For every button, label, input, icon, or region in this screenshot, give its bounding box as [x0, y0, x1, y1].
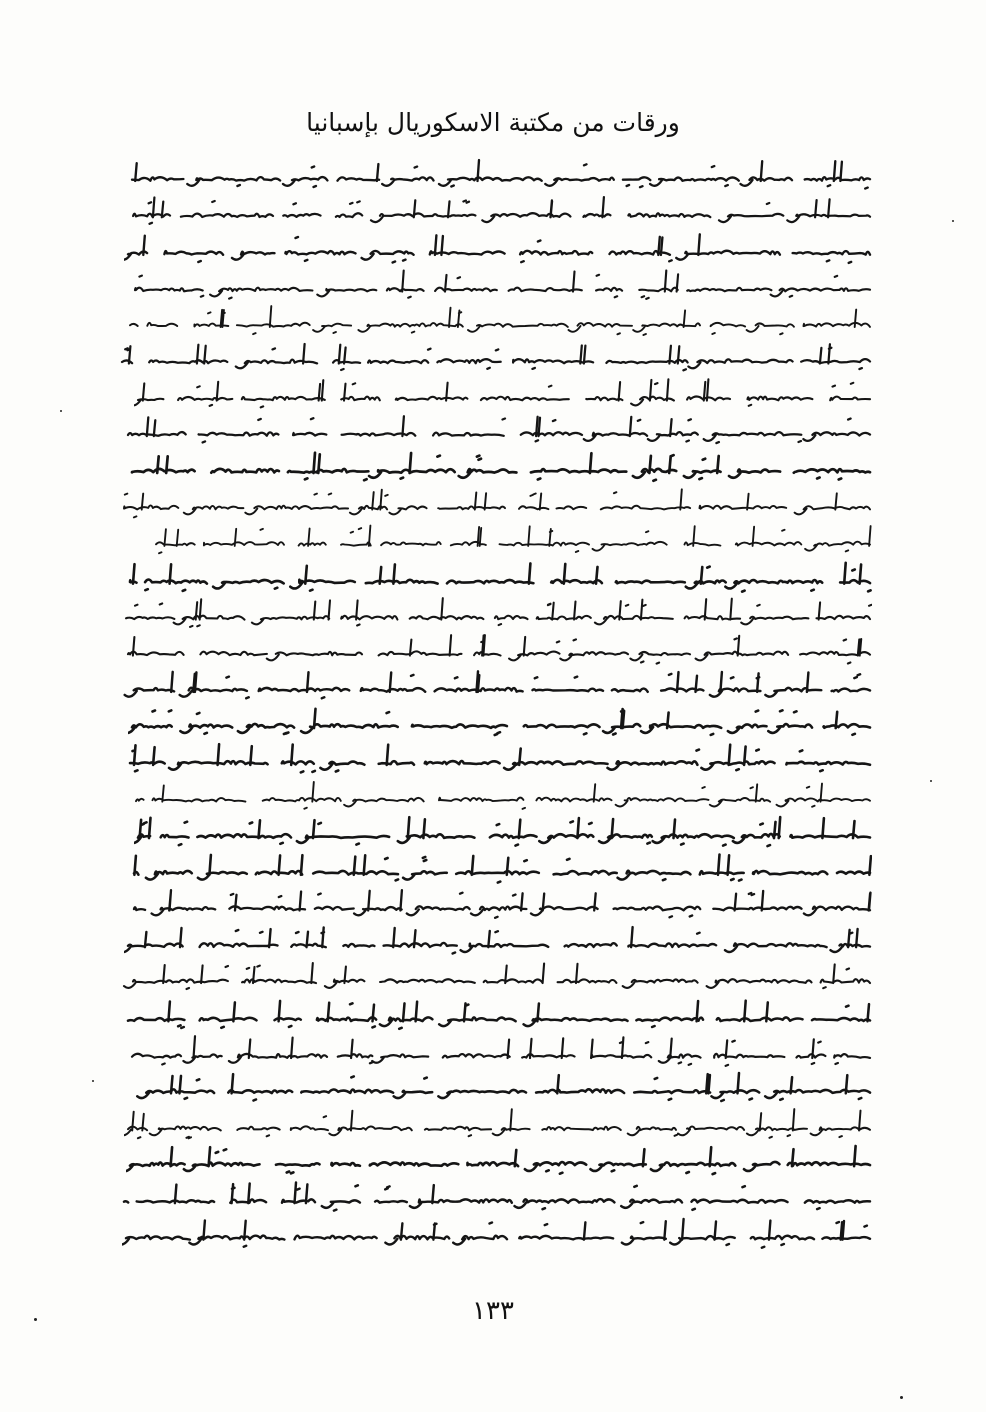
manuscript-line [130, 850, 872, 886]
ink-stroke [130, 562, 871, 591]
ink-stroke [128, 1000, 870, 1028]
manuscript-line [128, 448, 872, 484]
handwriting-strokes [126, 302, 872, 338]
ink-stroke [136, 782, 870, 809]
handwriting-strokes [120, 485, 872, 521]
handwriting-strokes [130, 850, 872, 886]
handwriting-strokes [126, 558, 872, 594]
handwriting-strokes [128, 704, 872, 740]
manuscript-line [128, 704, 872, 740]
scan-speck [92, 1080, 94, 1082]
ink-stroke [124, 1183, 870, 1211]
ink-stroke [124, 963, 870, 989]
ink-stroke [126, 1146, 870, 1174]
handwriting-strokes [134, 375, 872, 411]
ink-stroke [124, 234, 870, 263]
ink-stroke [134, 817, 870, 846]
ink-stroke [124, 927, 870, 953]
manuscript-line [120, 1178, 872, 1214]
manuscript-line [126, 1142, 872, 1178]
ink-stroke [125, 671, 870, 698]
handwriting-strokes [122, 1215, 872, 1251]
handwriting-strokes [132, 1069, 872, 1105]
scan-speck [900, 1396, 903, 1399]
manuscript-line [124, 1105, 872, 1141]
ink-stroke [122, 1219, 870, 1248]
ink-stroke [124, 489, 870, 517]
handwriting-strokes [120, 667, 872, 703]
scan-speck [952, 220, 954, 222]
scan-speck [60, 410, 62, 412]
manuscript-line [134, 813, 872, 849]
manuscript-line [130, 886, 872, 922]
manuscript-line [128, 156, 872, 192]
manuscript-line [124, 996, 872, 1032]
handwriting-strokes [118, 339, 872, 375]
handwriting-strokes [122, 594, 872, 630]
manuscript-line [124, 923, 872, 959]
running-title: ورقات من مكتبة الاسكوريال بإسبانيا [306, 108, 680, 137]
manuscript-line [132, 1069, 872, 1105]
scan-speck [930, 780, 932, 782]
handwriting-strokes [124, 412, 872, 448]
ink-stroke [135, 270, 870, 298]
handwriting-strokes [126, 1142, 872, 1178]
handwriting-strokes [124, 229, 872, 265]
page-number: ١٣٣ [472, 1296, 514, 1326]
ink-stroke [132, 1036, 870, 1066]
manuscript-line [120, 485, 872, 521]
ink-stroke [134, 854, 871, 882]
handwriting-strokes [128, 156, 872, 192]
ink-stroke [134, 379, 870, 407]
handwriting-strokes [122, 266, 872, 302]
ink-stroke [124, 1109, 870, 1138]
ink-stroke [134, 890, 871, 918]
manuscript-line [126, 740, 872, 776]
ink-stroke [128, 416, 870, 443]
handwriting-strokes [120, 1178, 872, 1214]
handwriting-strokes [124, 923, 872, 959]
manuscript-line [118, 339, 872, 375]
manuscript-text-block [118, 156, 872, 1252]
manuscript-line [122, 266, 872, 302]
manuscript-line [124, 412, 872, 448]
ink-stroke [130, 306, 870, 335]
manuscript-line [120, 959, 872, 995]
manuscript-line [128, 1032, 872, 1068]
manuscript-line [124, 631, 872, 667]
ink-stroke [132, 160, 870, 189]
manuscript-line [122, 1215, 872, 1251]
handwriting-strokes [126, 740, 872, 776]
handwriting-strokes [130, 886, 872, 922]
ink-stroke [128, 708, 870, 734]
ink-stroke [122, 344, 870, 370]
handwriting-strokes [128, 448, 872, 484]
ink-stroke [132, 453, 870, 481]
ink-stroke [126, 598, 872, 627]
ink-stroke [133, 197, 870, 224]
handwriting-strokes [142, 521, 872, 557]
handwriting-strokes [132, 777, 872, 813]
manuscript-line [120, 667, 872, 703]
ink-stroke [137, 1073, 870, 1101]
manuscript-line [120, 193, 872, 229]
manuscript-line [126, 302, 872, 338]
handwriting-strokes [124, 996, 872, 1032]
ink-stroke [156, 526, 871, 554]
handwriting-strokes [134, 813, 872, 849]
ink-stroke [128, 635, 870, 664]
ink-stroke [130, 744, 870, 772]
manuscript-line [122, 594, 872, 630]
manuscript-line [134, 375, 872, 411]
handwriting-strokes [120, 193, 872, 229]
handwriting-strokes [124, 631, 872, 667]
manuscript-line [142, 521, 872, 557]
handwriting-strokes [124, 1105, 872, 1141]
manuscript-line [126, 558, 872, 594]
manuscript-line [124, 229, 872, 265]
handwriting-strokes [120, 959, 872, 995]
manuscript-line [132, 777, 872, 813]
handwriting-strokes [128, 1032, 872, 1068]
